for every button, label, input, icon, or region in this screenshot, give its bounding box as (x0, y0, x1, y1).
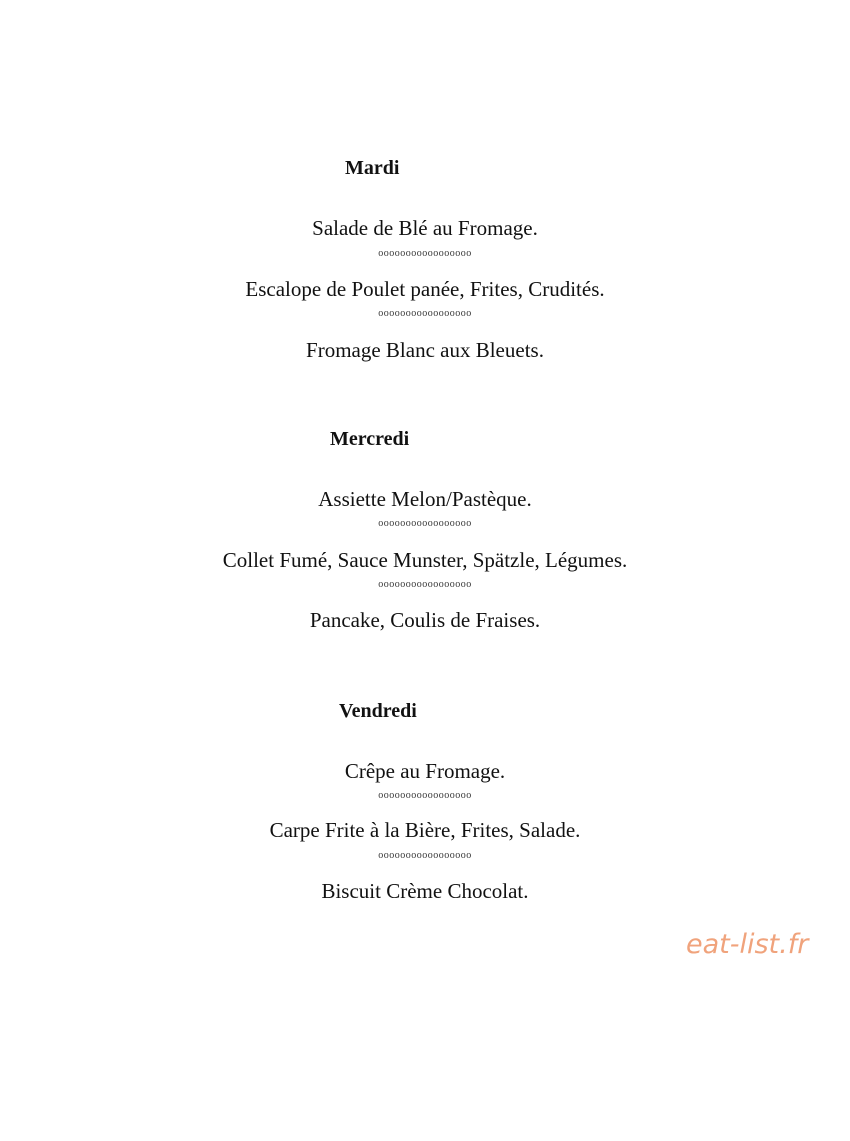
dessert-mercredi: Pancake, Coulis de Fraises. (309, 608, 541, 632)
dessert-vendredi: Biscuit Crème Chocolat. (321, 879, 529, 903)
starter-mardi: Salade de Blé au Fromage. (312, 216, 538, 240)
starter-vendredi: Crêpe au Fromage. (344, 759, 506, 783)
main-course-mercredi: Collet Fumé, Sauce Munster, Spätzle, Légumes. (222, 548, 628, 572)
dish-separator: ooooooooooooooooo (378, 308, 472, 319)
main-course-mardi: Escalope de Poulet panée, Frites, Crudités. (245, 277, 605, 301)
dish-separator: ooooooooooooooooo (378, 579, 472, 590)
day-title-vendredi: Vendredi (339, 700, 417, 722)
dish-separator: ooooooooooooooooo (378, 790, 472, 801)
dish-separator: ooooooooooooooooo (378, 850, 472, 861)
dish-separator: ooooooooooooooooo (378, 248, 472, 259)
dish-separator: ooooooooooooooooo (378, 518, 472, 529)
main-course-vendredi: Carpe Frite à la Bière, Frites, Salade. (269, 818, 581, 842)
site-watermark: eat-list.fr (686, 929, 809, 960)
dessert-mardi: Fromage Blanc aux Bleuets. (306, 338, 544, 362)
day-title-mercredi: Mercredi (330, 428, 410, 450)
starter-mercredi: Assiette Melon/Pastèque. (318, 487, 532, 511)
day-title-mardi: Mardi (345, 157, 400, 179)
